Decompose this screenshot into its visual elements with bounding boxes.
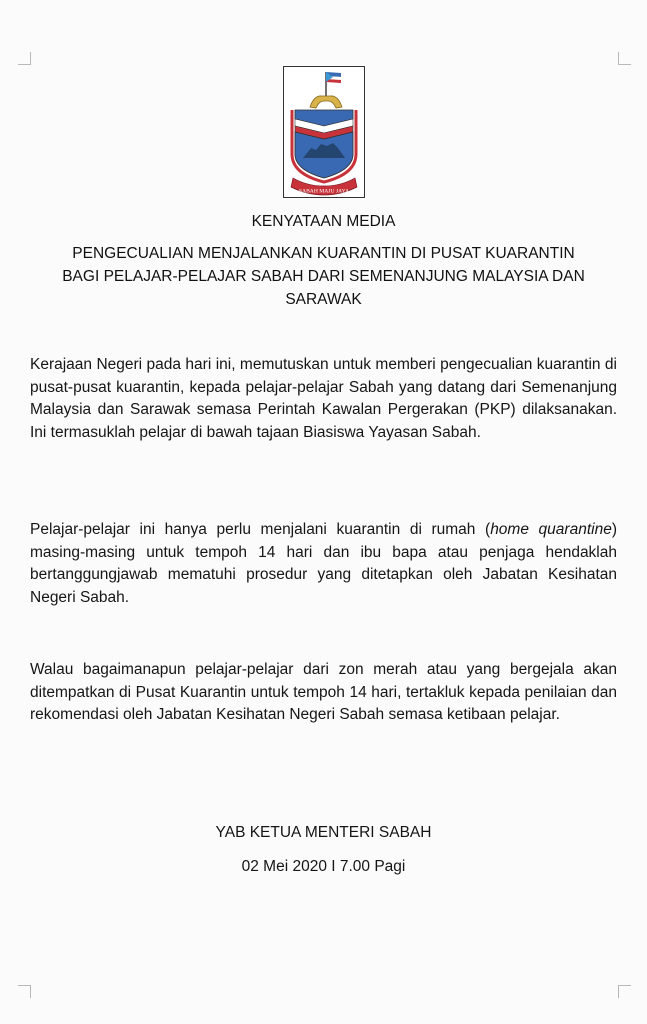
crest-motto: SABAH MAJU JAYA (298, 188, 350, 195)
paragraph-2-text-end: ) masing-masing untuk tempoh 14 hari dan ibu bapa atau penjaga hendaklah bertanggungjawab mematuhi prosedur yang ditetapkan oleh Jabatan Kesihatan Negeri Sabah. (30, 521, 617, 606)
sabah-state-crest-icon (283, 66, 365, 198)
paragraph-3: Walau bagaimanapun pelajar-pelajar dari zon merah atau yang bergejala akan ditempatkan di Pusat Kuarantin untuk tempoh 14 hari, tertakluk kepada penilaian dan rekomendasi oleh Jabatan Kesihatan Negeri Sabah semasa ketibaan pelajar. (30, 661, 617, 723)
paragraph-2 (30, 519, 617, 609)
subject-line: SARAWAK (285, 291, 362, 308)
signature-date: 02 Mei 2020 I 7.00 Pagi (241, 858, 406, 875)
crop-mark-top-left (18, 52, 31, 65)
media-title: KENYATAAN MEDIA (251, 213, 396, 230)
subject-line: PENGECUALIAN MENJALANKAN KUARANTIN DI PUSAT KUARANTIN (72, 245, 575, 262)
subject-line: BAGI PELAJAR-PELAJAR SABAH DARI SEMENANJUNG MALAYSIA DAN (62, 268, 585, 285)
paragraph-2-text: Pelajar-pelajar ini hanya perlu menjalani kuarantin di rumah ( (30, 521, 491, 538)
crop-mark-bottom-right (618, 985, 631, 998)
signature-title: YAB KETUA MENTERI SABAH (215, 824, 432, 841)
paragraph-2-italic-term: home quarantine (490, 521, 612, 538)
subject-heading (40, 242, 607, 311)
crop-mark-bottom-left (18, 985, 31, 998)
paragraph-1: Kerajaan Negeri pada hari ini, memutuskan untuk memberi pengecualian kuarantin di pusat-pusat kuarantin, kepada pelajar-pelajar Sabah yang datang dari Semenanjung Malaysia dan Sarawak semasa Perintah Kawalan Pergerakan (PKP) dilaksanakan. Ini termasuklah pelajar di bawah tajaan Biasiswa Yayasan Sabah. (30, 356, 617, 441)
crop-mark-top-right (618, 52, 631, 65)
